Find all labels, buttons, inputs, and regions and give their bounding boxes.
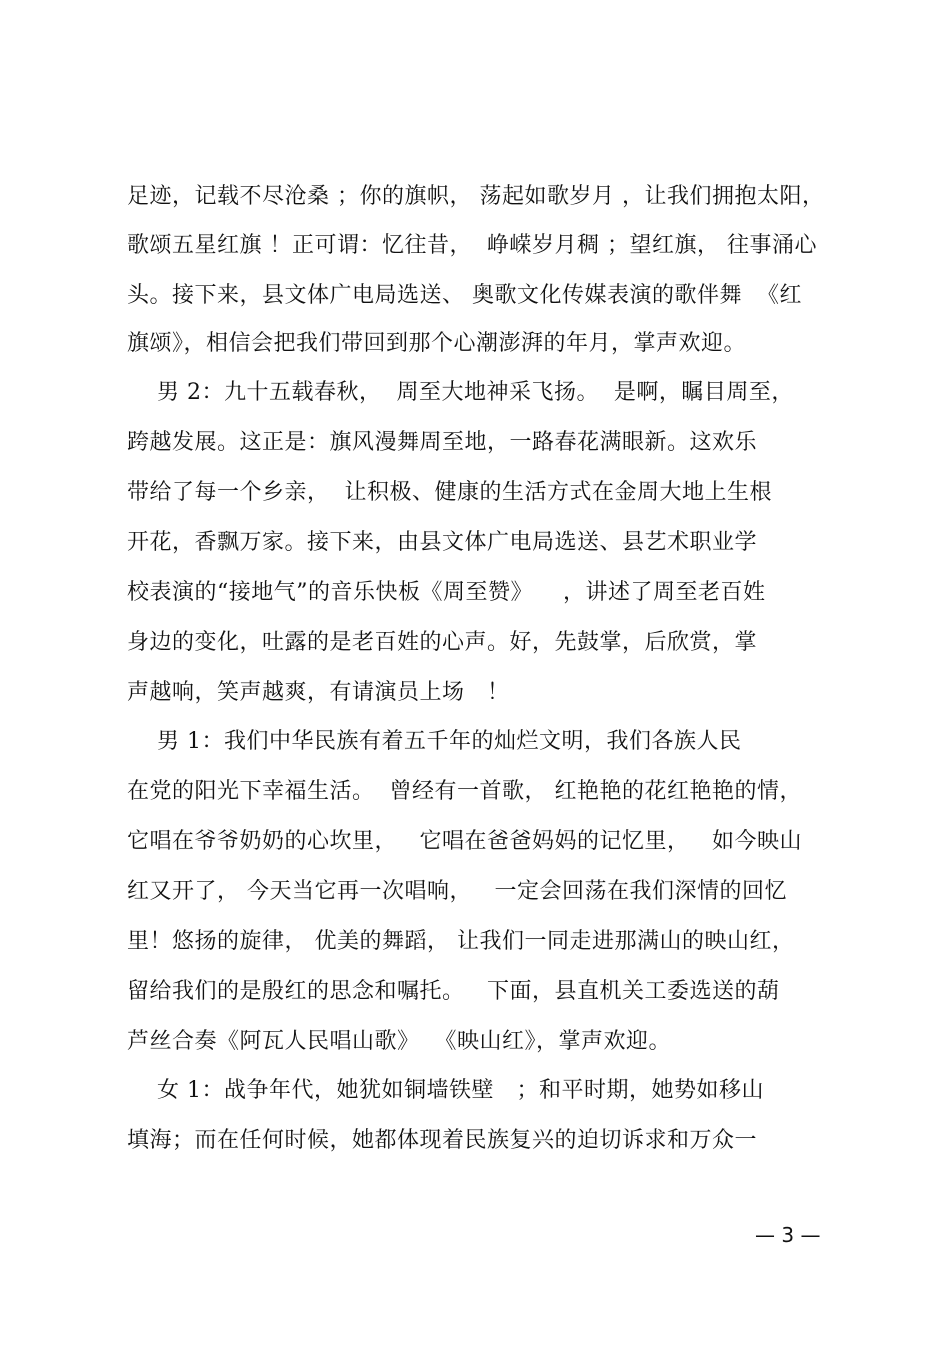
text-line: 在党的阳光下幸福生活。 曾经有一首歌， 红艳艳的花红艳艳的情， [127, 779, 802, 804]
text-line: 男 1：我们中华民族有着五千年的灿烂文明，我们各族人民 [127, 729, 742, 754]
text-line: 头。接下来，县文体广电局选送、 奥歌文化传媒表演的歌伴舞 《红 [127, 283, 802, 308]
text-line: 跨越发展。这正是：旗风漫舞周至地，一路春花满眼新。这欢乐 [127, 430, 758, 455]
text-line: 身边的变化，吐露的是老百姓的心声。好，先鼓掌，后欣赏，掌 [127, 630, 758, 655]
text-line: 带给了每一个乡亲， 让积极、健康的生活方式在金周大地上生根 [127, 480, 772, 505]
text-line: 女 1：战争年代，她犹如铜墙铁壁 ；和平时期，她势如移山 [127, 1078, 764, 1103]
text-line: 填海；而在任何时候，她都体现着民族复兴的迫切诉求和万众一 [127, 1128, 758, 1153]
text-line: 校表演的“接地气”的音乐快板《周至赞》 ，讲述了周至老百姓 [127, 580, 766, 605]
text-line: 旗颂》，相信会把我们带回到那个心潮澎湃的年月，掌声欢迎。 [127, 331, 747, 356]
text-line: 留给我们的是殷红的思念和嘱托。 下面，县直机关工委选送的葫 [127, 979, 780, 1004]
page-number: — 3 — [755, 1223, 821, 1247]
text-line: 红又开了， 今天当它再一次唱响， 一定会回荡在我们深情的回忆 [127, 879, 787, 904]
text-line: 足迹，记载不尽沧桑 ；你的旗帜， 荡起如歌岁月 ，让我们拥抱太阳， [127, 184, 825, 209]
text-line: 声越响，笑声越爽，有请演员上场 ！ [127, 680, 510, 705]
text-line: 开花，香飘万家。接下来，由县文体广电局选送、县艺术职业学 [127, 530, 758, 555]
text-line: 歌颂五星红旗 ！正可谓：忆往昔， 峥嵘岁月稠 ；望红旗， 往事涌心 [127, 233, 817, 258]
text-line: 男 2：九十五载春秋， 周至大地神采飞扬。 是啊，瞩目周至， [127, 380, 794, 405]
text-line: 里！悠扬的旋律， 优美的舞蹈， 让我们一同走进那满山的映山红， [127, 929, 795, 954]
text-line: 芦丝合奏《阿瓦人民唱山歌》 《映山红》，掌声欢迎。 [127, 1029, 671, 1054]
text-line: 它唱在爷爷奶奶的心坎里， 它唱在爸爸妈妈的记忆里， 如今映山 [127, 829, 802, 854]
